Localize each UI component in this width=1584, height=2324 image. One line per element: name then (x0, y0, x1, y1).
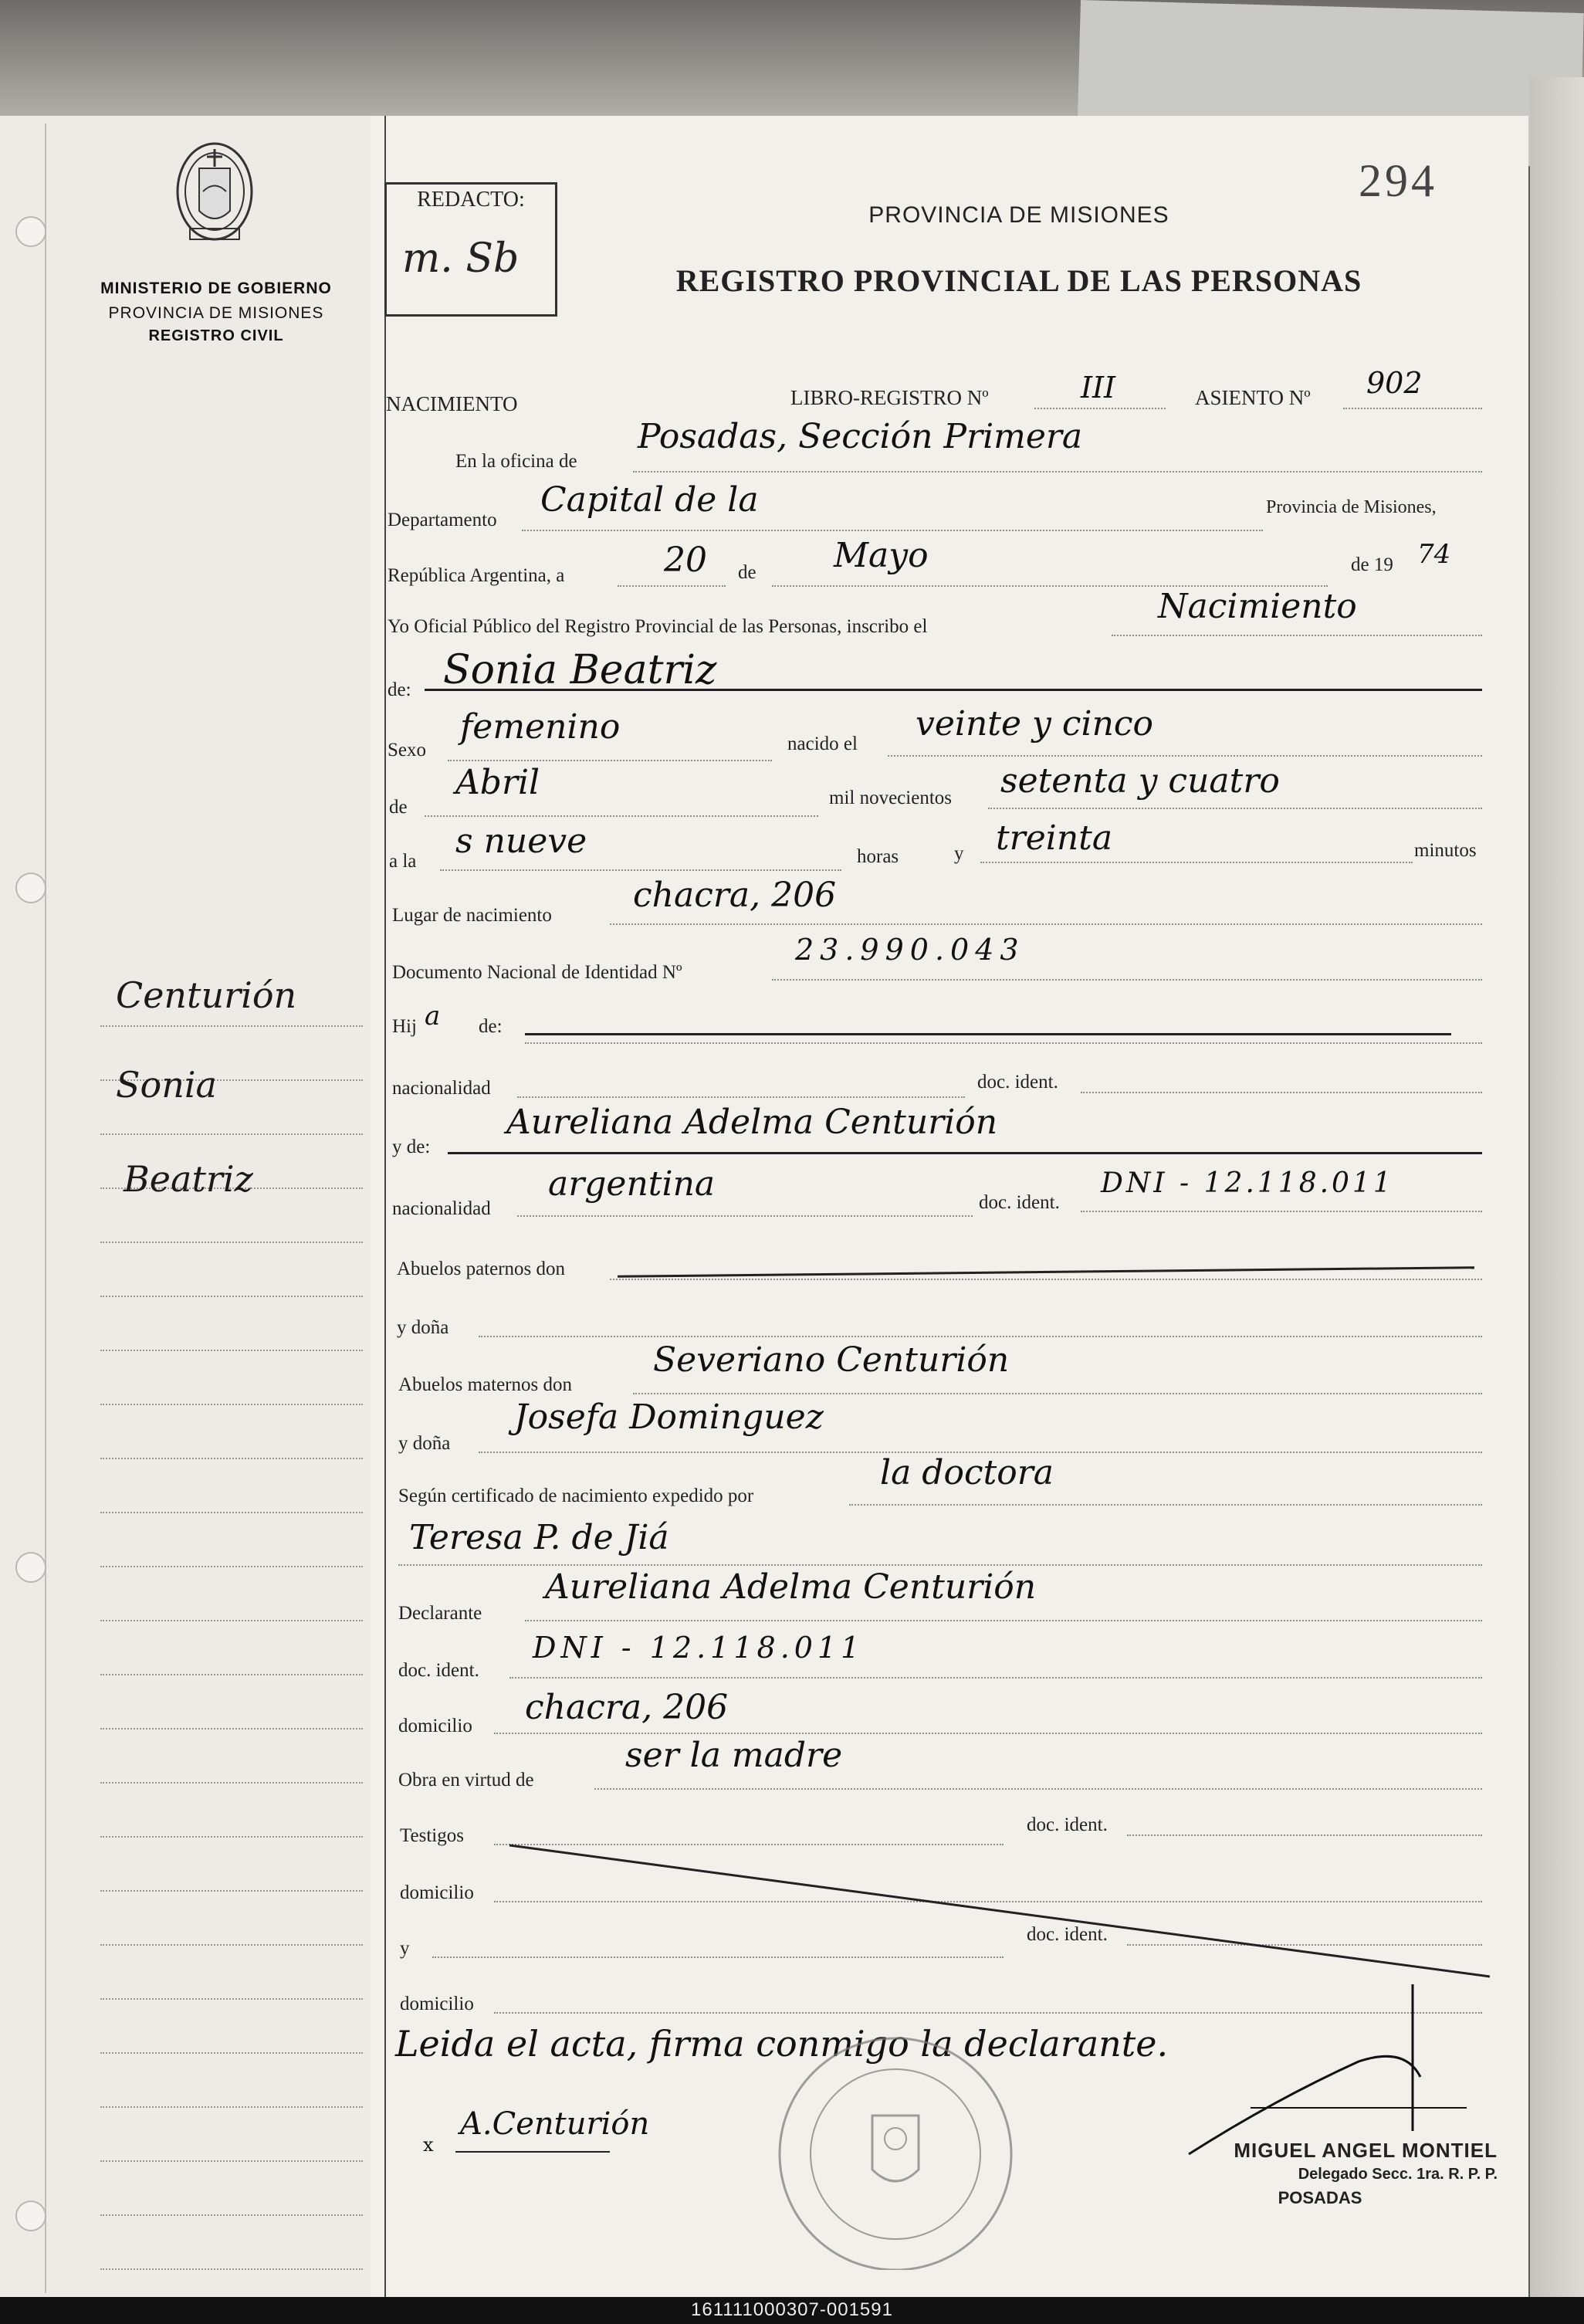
ministry-name: MINISTERIO DE GOBIERNO (100, 279, 332, 297)
hora-dots (440, 869, 841, 871)
ministry-registry: REGISTRO CIVIL (148, 327, 284, 344)
margin-ruled-line (100, 1728, 363, 1729)
margin-ruled-line (100, 1566, 363, 1567)
padre-strike-line (525, 1033, 1451, 1035)
margin-ruled-line (100, 1025, 363, 1027)
margin-ruled-line (100, 1944, 363, 1946)
obra-dots (594, 1788, 1482, 1790)
oficial-text: Yo Oficial Público del Registro Provincial de las Personas, inscribo el (388, 616, 928, 637)
abuelos-paternos-label: Abuelos paternos don (397, 1259, 566, 1279)
coat-of-arms-seal (168, 137, 261, 253)
abuela-materna-value: Josefa Dominguez (514, 1397, 824, 1437)
redacto-label: REDACTO: (417, 188, 525, 212)
de-persona-label: de: (388, 679, 411, 700)
nombre-value: Sonia Beatriz (443, 647, 717, 693)
oficina-dots (633, 471, 1482, 473)
dni-dots (772, 979, 1482, 981)
y-label: y (954, 843, 964, 864)
asiento-label: ASIENTO Nº (1195, 386, 1311, 409)
nacionalidad-madre-value: argentina (548, 1164, 716, 1204)
y-testigo-label: y (400, 1938, 410, 1959)
horas-label: horas (857, 846, 899, 867)
lugar-dots (610, 923, 1482, 925)
doc-madre-value: DNI - 12.118.011 (1101, 1167, 1394, 1199)
dia-value: 20 (664, 540, 707, 580)
doc-testigo1-label: doc. ident. (1027, 1814, 1108, 1835)
doc-madre-label: doc. ident. (979, 1192, 1060, 1213)
abuela-paterna-dots (479, 1336, 1482, 1337)
provincia-suffix: Provincia de Misiones, (1266, 497, 1437, 517)
official-name: MIGUEL ANGEL MONTIEL (1234, 2139, 1498, 2162)
hijo-de-label: de: (479, 1016, 503, 1037)
margin-ruled-line (100, 2214, 363, 2216)
margin-ruled-line (100, 1458, 363, 1459)
hora-value: s nueve (455, 822, 587, 861)
acto-value: Nacimiento (1158, 587, 1357, 626)
doc-testigo1-dots (1127, 1834, 1482, 1836)
certificado-value: la doctora (880, 1453, 1054, 1492)
madre-line (448, 1152, 1482, 1154)
official-role: Delegado Secc. 1ra. R. P. P. (1298, 2166, 1498, 2183)
doc-declarante-label: doc. ident. (398, 1660, 479, 1681)
binding-stitch (15, 2200, 46, 2231)
leida-el-acta-text: Leida el acta, firma conmigo la declarante. (395, 2023, 1169, 2065)
oficina-value: Posadas, Sección Primera (638, 417, 1083, 456)
minutos-value: treinta (996, 818, 1113, 858)
nacido-label: nacido el (787, 733, 858, 754)
declarante-dots (525, 1620, 1482, 1621)
abuelo-materno-dots (633, 1393, 1482, 1394)
domicilio-declarante-label: domicilio (398, 1716, 472, 1736)
doc-madre-dots (1081, 1211, 1482, 1212)
nacionalidad-padre-label: nacionalidad (392, 1078, 491, 1099)
anio-value: 74 (1417, 539, 1451, 570)
libro-value: III (1081, 371, 1116, 405)
nacido-value: veinte y cinco (916, 704, 1154, 744)
margin-ruled-line (100, 1133, 363, 1135)
nacido-dots (888, 755, 1482, 757)
y-de-label: y de: (392, 1137, 431, 1157)
official-round-stamp (764, 2023, 1027, 2270)
margin-ruled-line (100, 1350, 363, 1351)
doc-padre-dots (1081, 1092, 1482, 1093)
y-dona-materna-label: y doña (398, 1433, 451, 1454)
nacido-mes-value: Abril (455, 763, 540, 802)
abuelos-paternos-dots (610, 1279, 1482, 1280)
lugar-value: chacra, 206 (633, 876, 837, 915)
dni-value: 23.990.043 (795, 933, 1025, 967)
signature-mark-x: x (423, 2134, 434, 2156)
sexo-dots (448, 760, 772, 761)
margin-ruled-line (100, 1836, 363, 1838)
mil-label: mil novecientos (829, 788, 952, 808)
doc-declarante-dots (509, 1677, 1482, 1679)
nacionalidad-padre-dots (517, 1096, 965, 1098)
abuelos-maternos-label: Abuelos maternos don (398, 1374, 572, 1395)
declarante-signature-underline (455, 2151, 610, 2153)
obra-label: Obra en virtud de (398, 1770, 534, 1790)
mes-value: Mayo (834, 536, 929, 575)
declarante-label: Declarante (398, 1603, 482, 1624)
y-dona-paterna-label: y doña (397, 1317, 449, 1338)
hijo-suffix: a (425, 1001, 441, 1032)
margin-ruled-line (100, 1512, 363, 1513)
page-number: 294 (1359, 155, 1437, 206)
domicilio-declarante-dots (494, 1733, 1482, 1734)
margin-ruled-line (100, 2160, 363, 2162)
domicilio-testigo1-label: domicilio (400, 1882, 474, 1903)
margin-first-name: Sonia (116, 1064, 217, 1106)
binding-stitch (15, 1552, 46, 1583)
official-place: POSADAS (1278, 2188, 1362, 2207)
margin-second-name: Beatriz (124, 1158, 253, 1200)
margin-surname: Centurión (116, 974, 297, 1016)
doctora-dots (398, 1564, 1482, 1566)
sexo-value: femenino (460, 707, 621, 747)
margin-ruled-line (100, 1890, 363, 1892)
libro-label: LIBRO-REGISTRO Nº (790, 386, 989, 409)
hijo-label: Hij (392, 1016, 417, 1037)
nacionalidad-madre-dots (517, 1215, 973, 1217)
margin-ruled-line (100, 1998, 363, 2000)
doc-testigo2-label: doc. ident. (1027, 1924, 1108, 1945)
redacto-box (384, 182, 557, 317)
margin-ruled-line (100, 2052, 363, 2054)
minutos-label: minutos (1414, 840, 1477, 861)
margin-ruled-line (100, 2268, 363, 2270)
declarante-signature: A.Centurión (460, 2106, 650, 2142)
oficina-label: En la oficina de (455, 451, 577, 472)
certificado-dots (849, 1504, 1482, 1506)
domicilio-declarante-value: chacra, 206 (525, 1688, 729, 1727)
official-signature-block (1142, 2139, 1498, 2208)
a-la-label: a la (389, 851, 417, 872)
margin-ruled-line (100, 1296, 363, 1297)
declarante-value: Aureliana Adelma Centurión (545, 1567, 1037, 1607)
margin-ruled-line (100, 1620, 363, 1621)
binding-stitch (15, 216, 46, 247)
republica-label: República Argentina, a (388, 565, 565, 586)
margin-ruled-line (100, 1782, 363, 1784)
registry-title: REGISTRO PROVINCIAL DE LAS PERSONAS (675, 263, 1362, 298)
ministry-province: PROVINCIA DE MISIONES (108, 304, 324, 322)
margin-ruled-line (100, 1404, 363, 1405)
anio-prefix: de 19 (1351, 554, 1393, 575)
abuelo-materno-value: Severiano Centurión (653, 1340, 1010, 1380)
asiento-dots (1343, 408, 1482, 409)
ministry-heading (62, 279, 371, 345)
mil-value: setenta y cuatro (1000, 761, 1280, 801)
doctora-value: Teresa P. de Jiá (409, 1518, 669, 1557)
testigos-label: Testigos (400, 1825, 464, 1846)
binding-stitch (15, 872, 46, 903)
margin-ruled-line (100, 1674, 363, 1675)
departamento-value: Capital de la (540, 480, 759, 520)
de-label: de (738, 562, 756, 583)
lugar-label: Lugar de nacimiento (392, 905, 552, 926)
doc-padre-label: doc. ident. (977, 1072, 1058, 1093)
margin-ruled-line (100, 1242, 363, 1243)
de-mes-label: de (389, 797, 408, 818)
nacionalidad-madre-label: nacionalidad (392, 1198, 491, 1219)
doc-declarante-value: DNI - 12.118.011 (533, 1631, 865, 1665)
libro-dots (1034, 408, 1166, 409)
departamento-label: Departamento (388, 510, 497, 530)
mil-dots (988, 808, 1482, 809)
certificado-label: Según certificado de nacimiento expedido por (398, 1486, 754, 1506)
margin-ruled-line (100, 2106, 363, 2108)
obra-value: ser la madre (625, 1736, 843, 1775)
padre-dots (525, 1042, 1482, 1044)
nombre-line (425, 689, 1482, 691)
departamento-dots (522, 530, 1263, 531)
nacido-mes-dots (425, 815, 818, 817)
asiento-value: 902 (1366, 366, 1423, 400)
acto-dots (1112, 635, 1482, 636)
madre-value: Aureliana Adelma Centurión (506, 1103, 998, 1142)
province-title: PROVINCIA DE MISIONES (868, 202, 1169, 228)
binding-line (45, 124, 46, 2293)
minutos-dots (980, 862, 1413, 863)
dni-label: Documento Nacional de Identidad Nº (392, 962, 682, 983)
redacto-initials: m. Sb (402, 235, 520, 282)
sexo-label: Sexo (388, 740, 426, 761)
act-type-label: NACIMIENTO (386, 392, 518, 415)
document-code: 161111000307-001591 (691, 2299, 893, 2320)
gutter-line (384, 116, 386, 2301)
page-edge (1530, 77, 1584, 2301)
dia-dots (618, 585, 726, 587)
domicilio-testigo2-label: domicilio (400, 1994, 474, 2014)
